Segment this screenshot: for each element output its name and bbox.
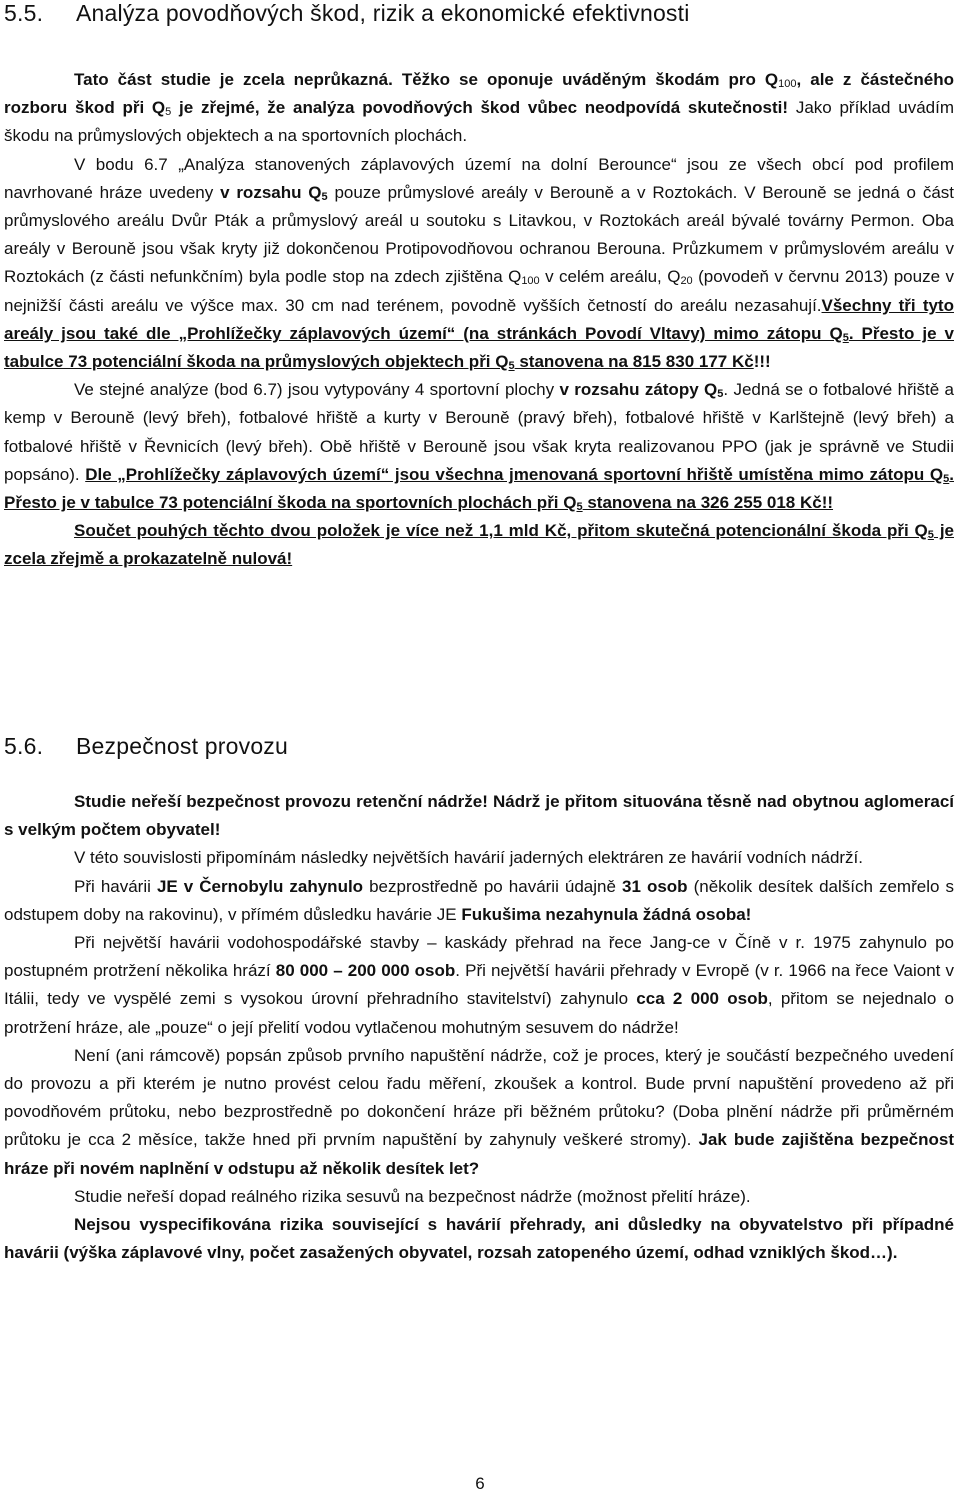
- paragraph: V této souvislosti připomínám následky největších havárií jaderných elektráren ze havárií vodních nádrží.: [74, 848, 864, 868]
- paragraph: Tato část studie je zcela neprůkazná. Těžko se oponuje uváděným škodám pro $Q_{100}$, ale z částečného rozboru škod při $Q_5$ je zřejmé, že analýza povodňových škod vůbec neodpovídá skutečnosti! Jako příklad uvádím škodu na průmyslových objektech a na sportovních plochách.: [4, 70, 955, 146]
- paragraph: V bodu 6.7 „Analýza stanovených záplavových území na dolní Berounce“ jsou ze všech obcí pod profilem navrhované hráze uvedeny v rozsahu $Q_5$ pouze průmyslové areály v Berouně a v Roztokách. V Berouně se jedná o část průmyslového areálu Dvůr Pták a průmyslový areál u soutoku s Litavkou, v Roztokách areál bývalé továrny Permon. Oba areály v Berouně jsou však kryty již dokončenou Protipovodňovou ochranou Berouna. Průzkumem v průmyslovém areálu v Roztokách (z části nefunkčním) byla podle stop na zdech zjištěna $Q_{100}$ v celém areálu, $Q_{20}$ (povodeň v červnu 2013) pouze v nejnižší části areálu ve výšce max. 30 cm nad terénem, povodně vyšších četností do areálu nezasahují.Všechny tři tyto areály jsou také dle „Prohlížečky záplavových území“ (na stránkách Povodí Vltavy) mimo zátopu $Q_5$. Přesto je v tabulce 73 potenciální škoda na průmyslových objektech při $Q_5$ stanovena na 815 830 177 Kč!!!: [4, 154, 954, 373]
- paragraph: Při největší havárii vodohospodářské stavby – kaskády přehrad na řece Jang-ce v Číně v r. 1975 zahynulo po postupném protržení několika hrází 80 000 – 200 000 osob. Při největší havárii přehrady v Evropě (v r. 1966 na řece Vaiont v Itálii, tedy ve vyspělé zemi s vysokou úrovní přehradního stavitelství) zahynulo cca 2 000 osob, přitom se nejednalo o protržení hráze, ale „pouze“ o její přelití vodou vytlačenou mohutným sesuvem do nádrže!: [4, 933, 954, 1037]
- section-title: Analýza povodňových škod, rizik a ekonomické efektivnosti: [76, 0, 690, 26]
- section-body: [4, 788, 954, 1267]
- page-number: 6: [475, 1474, 485, 1493]
- paragraph: Studie neřeší bezpečnost provozu retenční nádrže! Nádrž je přitom situována těsně nad obytnou aglomerací s velkým počtem obyvatel!: [4, 792, 954, 840]
- paragraph: Při havárii JE v Černobylu zahynulo bezprostředně po havárii údajně 31 osob (několik desítek dalších zemřelo s odstupem doby na rakovinu), v přímém důsledku havárie JE Fukušima nezahynula žádná osoba!: [4, 876, 954, 924]
- paragraph: Součet pouhých těchto dvou položek je více než 1,1 mld Kč, přitom skutečná potencionální škoda při $Q_5$ je zcela zřejmě a prokazatelně nulová!: [4, 521, 954, 569]
- paragraph: Není (ani rámcově) popsán způsob prvního napuštění nádrže, což je proces, který je součástí bezpečného uvedení do provozu a při kterém je nutno provést celou řadu měření, zkoušek a kontrol. Bude první napuštění provedeno až při povodňovém průtoku, nebo bezprostředně po dokončení hráze při běžném průtoku? (Doba plnění nádrže při průměrném průtoku je cca 2 měsíce, takže hned při prvním napuštění by zahynuly veškeré stromy). Jak bude zajištěna bezpečnost hráze při novém naplnění v odstupu až několik desítek let?: [4, 1045, 954, 1178]
- paragraph: Studie neřeší dopad reálného rizika sesuvů na bezpečnost nádrže (možnost přelití hráze).: [74, 1186, 751, 1206]
- section-number: 5.5.: [4, 0, 44, 26]
- section-number: 5.6.: [4, 733, 44, 759]
- section-body: [4, 66, 954, 574]
- section-heading: [4, 0, 690, 27]
- paragraph: Ve stejné analýze (bod 6.7) jsou vytypovány 4 sportovní plochy v rozsahu zátopy $Q_5$. Jedná se o fotbalové hřiště a kemp v Berouně (levý břeh), fotbalové hřiště a kurty v Berouně (pravý břeh), fotbalové hřiště v Karlštejně (levý břeh) a fotbalové hřiště v Řevnicích (levý břeh). Obě hřiště v Berouně jsou však kryta realizovanou PPO (jak je správně ve Studii popsáno). Dle „Prohlížečky záplavových území“ jsou všechna jmenovaná sportovní hřiště umístěna mimo zátopu $Q_5$. Přesto je v tabulce 73 potenciální škoda na sportovních plochách při $Q_5$ stanovena na 326 255 018 Kč!!: [4, 380, 954, 514]
- section-title: Bezpečnost provozu: [76, 733, 289, 759]
- paragraph: Nejsou vyspecifikována rizika související s havárií přehrady, ani důsledky na obyvatelstvo při případné havárii (výška záplavové vlny, počet zasažených obyvatel, rozsah zatopeného území, odhad vzniklých škod…).: [4, 1215, 954, 1263]
- section-heading: [4, 733, 288, 760]
